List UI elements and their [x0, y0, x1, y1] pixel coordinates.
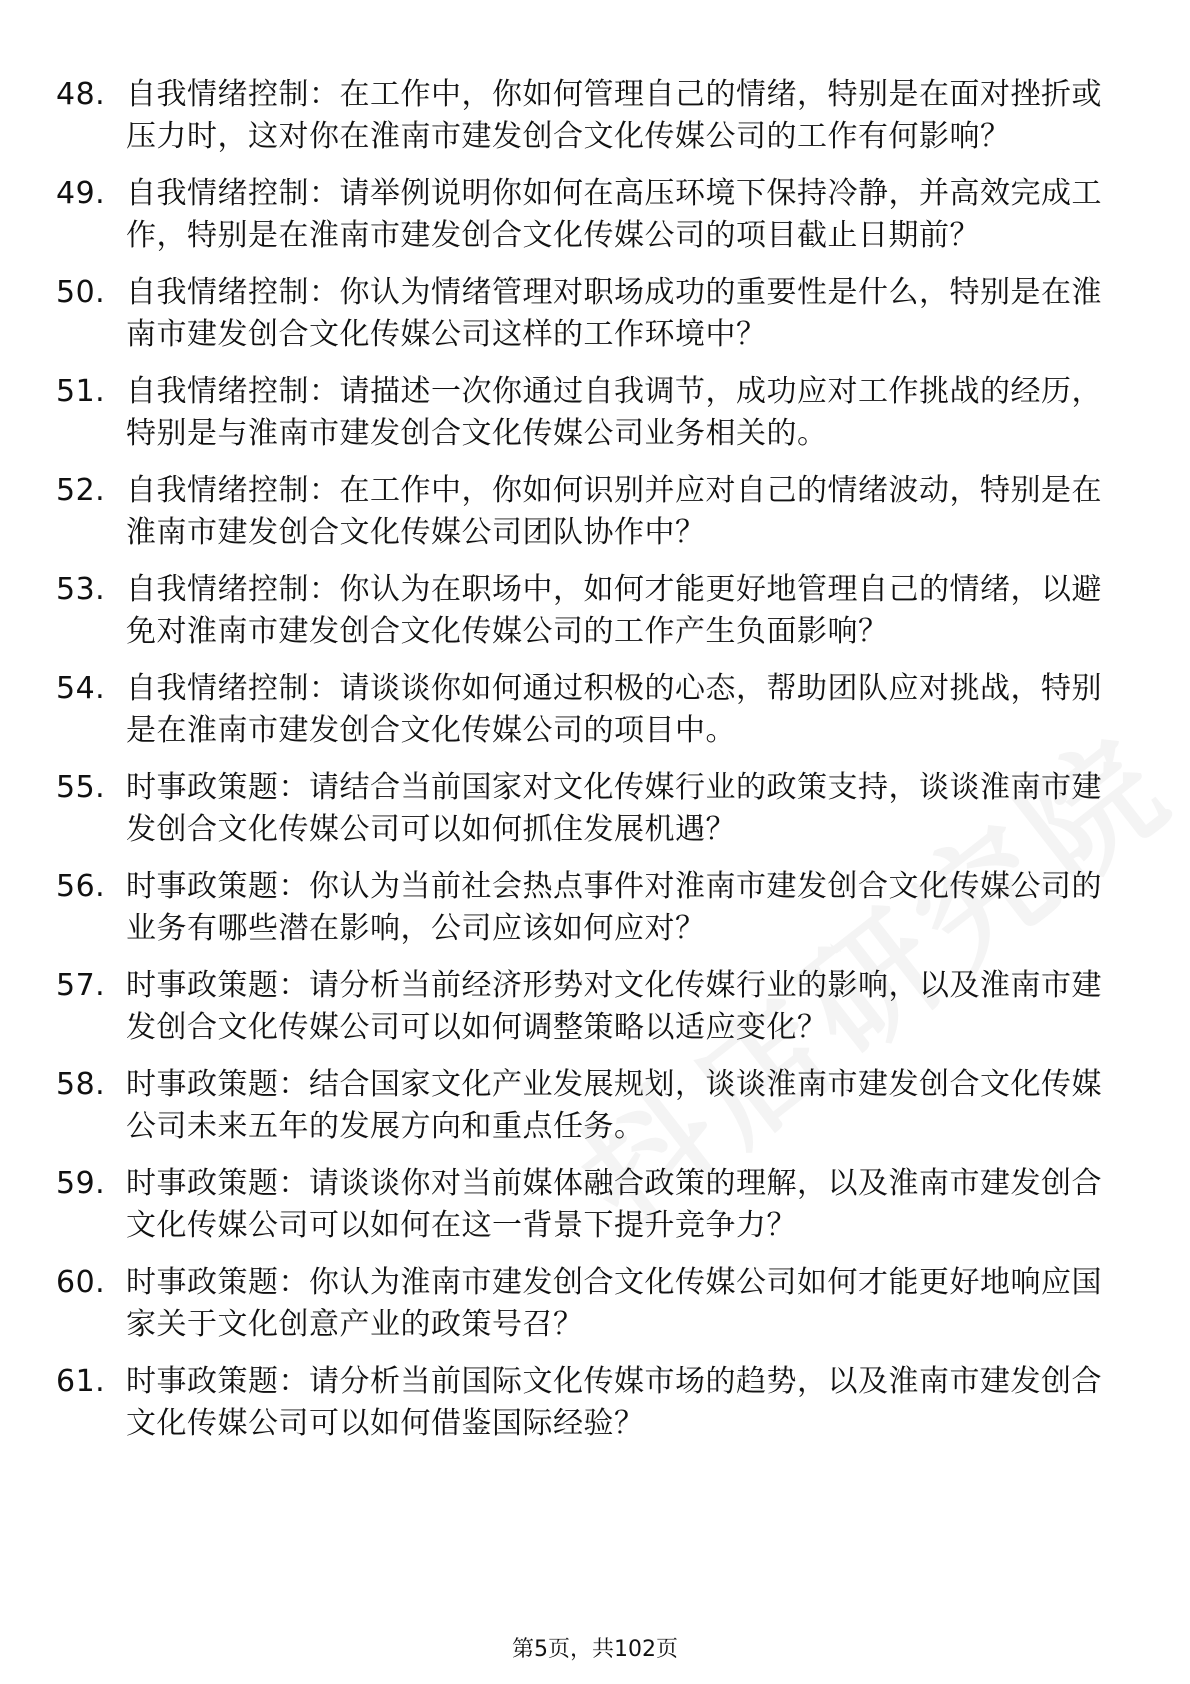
list-item — [56, 74, 1116, 158]
list-item — [56, 1163, 1116, 1247]
page-number-footer: 第5页，共102页 — [512, 1637, 678, 1662]
question-number: 51. — [56, 374, 106, 409]
question-text: 时事政策题：请谈谈你对当前媒体融合政策的理解，以及淮南市建发创合文化传媒公司可以如何在这一背景下提升竞争力？ — [126, 1166, 1102, 1243]
question-number: 53. — [56, 572, 106, 607]
question-number: 54. — [56, 671, 106, 706]
list-item — [56, 1064, 1116, 1148]
list-item — [56, 272, 1116, 356]
question-number: 56. — [56, 869, 106, 904]
list-item — [56, 173, 1116, 257]
question-number: 50. — [56, 275, 106, 310]
question-text: 时事政策题：请结合当前国家对文化传媒行业的政策支持，谈谈淮南市建发创合文化传媒公司可以如何抓住发展机遇？ — [126, 770, 1102, 847]
question-text: 自我情绪控制：在工作中，你如何管理自己的情绪，特别是在面对挫折或压力时，这对你在淮南市建发创合文化传媒公司的工作有何影响？ — [126, 77, 1102, 154]
list-item — [56, 470, 1116, 554]
list-item — [56, 1262, 1116, 1346]
list-item — [56, 866, 1116, 950]
list-item — [56, 965, 1116, 1049]
question-number: 57. — [56, 968, 106, 1003]
question-text: 时事政策题：请分析当前国际文化传媒市场的趋势，以及淮南市建发创合文化传媒公司可以如何借鉴国际经验？ — [126, 1364, 1102, 1441]
list-item — [56, 668, 1116, 752]
question-text: 自我情绪控制：请举例说明你如何在高压环境下保持冷静，并高效完成工作，特别是在淮南市建发创合文化传媒公司的项目截止日期前？ — [126, 176, 1102, 253]
list-item — [56, 569, 1116, 653]
question-text: 时事政策题：你认为淮南市建发创合文化传媒公司如何才能更好地响应国家关于文化创意产业的政策号召？ — [126, 1265, 1102, 1342]
question-number: 55. — [56, 770, 106, 805]
question-text: 自我情绪控制：你认为情绪管理对职场成功的重要性是什么，特别是在淮南市建发创合文化传媒公司这样的工作环境中？ — [126, 275, 1102, 352]
list-item — [56, 371, 1116, 455]
question-number: 49. — [56, 176, 106, 211]
question-text: 自我情绪控制：请描述一次你通过自我调节，成功应对工作挑战的经历，特别是与淮南市建发创合文化传媒公司业务相关的。 — [126, 374, 1102, 451]
question-number: 61. — [56, 1364, 106, 1399]
question-text: 自我情绪控制：你认为在职场中，如何才能更好地管理自己的情绪，以避免对淮南市建发创合文化传媒公司的工作产生负面影响？ — [126, 572, 1102, 649]
list-item — [56, 767, 1116, 851]
question-number: 60. — [56, 1265, 106, 1300]
question-text: 自我情绪控制：在工作中，你如何识别并应对自己的情绪波动，特别是在淮南市建发创合文化传媒公司团队协作中？ — [126, 473, 1102, 550]
question-number: 52. — [56, 473, 106, 508]
question-list — [56, 74, 1116, 1460]
list-item — [56, 1361, 1116, 1445]
question-text: 自我情绪控制：请谈谈你如何通过积极的心态，帮助团队应对挑战，特别是在淮南市建发创合文化传媒公司的项目中。 — [126, 671, 1102, 748]
question-number: 58. — [56, 1067, 106, 1102]
question-text: 时事政策题：你认为当前社会热点事件对淮南市建发创合文化传媒公司的业务有哪些潜在影响，公司应该如何应对？ — [126, 869, 1102, 946]
question-number: 48. — [56, 77, 106, 112]
question-text: 时事政策题：请分析当前经济形势对文化传媒行业的影响，以及淮南市建发创合文化传媒公司可以如何调整策略以适应变化？ — [126, 968, 1102, 1045]
question-number: 59. — [56, 1166, 106, 1201]
question-text: 时事政策题：结合国家文化产业发展规划，谈谈淮南市建发创合文化传媒公司未来五年的发展方向和重点任务。 — [126, 1067, 1102, 1144]
